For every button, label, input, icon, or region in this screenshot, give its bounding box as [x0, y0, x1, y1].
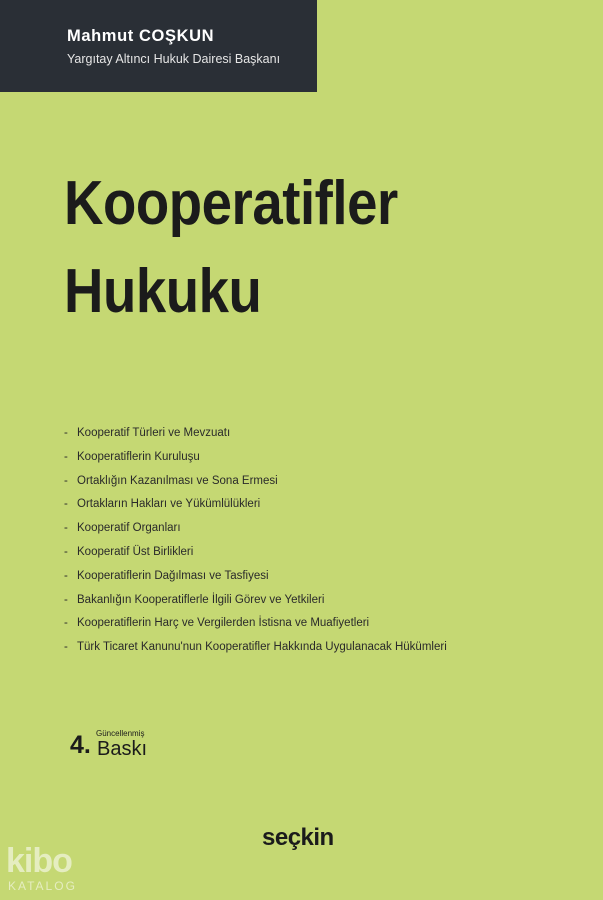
topic-bullet: - — [64, 545, 68, 558]
topic-item — [64, 446, 447, 470]
topic-item — [64, 517, 447, 541]
topic-text: Türk Ticaret Kanunu'nun Kooperatifler Hakkında Uygulanacak Hükümleri — [77, 641, 447, 654]
author-role: Yargıtay Altıncı Hukuk Dairesi Başkanı — [67, 52, 281, 66]
topic-item — [64, 422, 447, 446]
topic-text: Kooperatiflerin Dağılması ve Tasfiyesi — [77, 569, 269, 582]
topic-item — [64, 470, 447, 494]
topic-text: Ortakların Hakları ve Yükümlülükleri — [77, 498, 261, 511]
topic-item — [64, 565, 447, 589]
topic-bullet: - — [64, 427, 68, 439]
author-box — [0, 0, 317, 92]
topic-text: Kooperatif Türleri ve Mevzuatı — [77, 427, 231, 439]
topic-bullet: - — [64, 474, 68, 487]
topic-text: Kooperatif Organları — [77, 522, 181, 535]
edition-label: Baskı — [97, 738, 148, 760]
edition-badge — [70, 728, 190, 768]
watermark-sub: KATALOG — [8, 879, 77, 893]
topic-text: Kooperatiflerin Kuruluşu — [77, 450, 200, 463]
topic-item — [64, 589, 447, 613]
edition-number: 4. — [70, 731, 91, 759]
topic-item — [64, 541, 447, 565]
topic-text: Kooperatif Üst Birlikleri — [77, 545, 194, 558]
topic-item — [64, 493, 447, 517]
topic-bullet: - — [64, 522, 68, 535]
topic-bullet: - — [64, 641, 68, 654]
watermark-main: kibo — [6, 842, 72, 880]
watermark-logo — [4, 842, 94, 897]
topic-bullet: - — [64, 498, 68, 511]
topic-bullet: - — [64, 617, 68, 630]
topic-bullet: - — [64, 450, 68, 463]
topic-bullet: - — [64, 593, 68, 606]
topic-item — [64, 612, 447, 636]
topic-text: Ortaklığın Kazanılması ve Sona Ermesi — [77, 474, 278, 487]
publisher-logo: seçkin — [262, 824, 334, 851]
edition-note: Güncellenmiş — [96, 729, 145, 738]
book-title — [64, 160, 398, 336]
title-line-2: Hukuku — [64, 257, 262, 326]
topic-bullet: - — [64, 569, 68, 582]
author-name: Mahmut COŞKUN — [67, 27, 215, 45]
topic-text: Kooperatiflerin Harç ve Vergilerden İstisna ve Muafiyetleri — [77, 617, 370, 630]
topic-item — [64, 636, 447, 660]
title-line-1: Kooperatifler — [64, 169, 398, 238]
topic-list — [64, 422, 447, 660]
topic-text: Bakanlığın Kooperatiflerle İlgili Görev ve Yetkileri — [77, 593, 325, 606]
